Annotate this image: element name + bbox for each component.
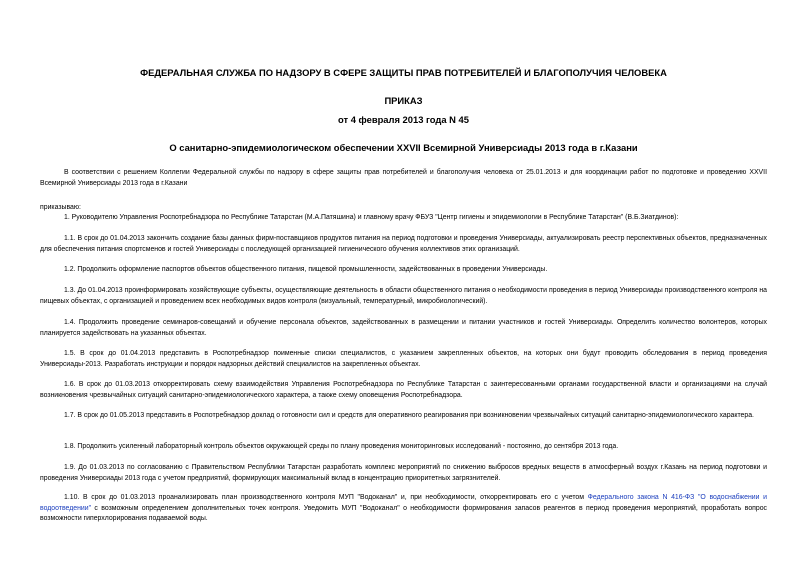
federal-law-416-link[interactable]: Федерального закона N 416-ФЗ "О водоснабжении и водоотведении" — [40, 494, 767, 512]
clause-1-2: 1.2. Продолжить оформление паспортов объектов общественного питания, пищевой промышленности, задействованных в проведении Универсиады. — [64, 266, 548, 273]
clause-1-3: 1.3. До 01.04.2013 проинформировать хозяйствующие субъекты, осуществляющие деятельность в области общественного питания о необходимости проведения в период Универсиады производственного контроля на пищевых объектах, с организацией и проведением всех необходимых видов контроля (визуальный, температурный, микробиологический). — [40, 287, 767, 305]
preamble-paragraph: В соответствии с решением Коллегии Федеральной службы по надзору в сфере защиты прав потребителей и благополучия человека от 25.01.2013 и для координации работ по подготовке и проведению XXVII Всемирной Универсиады 2013 года в г.Казани — [40, 169, 767, 187]
clause-1-4: 1.4. Продолжить проведение семинаров-совещаний и обучение персонала объектов, задействованных в размещении и питании участников и гостей Универсиады. Определить количество волонтеров, которых планируется задействовать на указанных объектах. — [40, 319, 767, 337]
clause-1-10 — [40, 493, 767, 525]
clause-1-10-text-end: с возможным определением дополнительных точек контроля. Уведомить МУП "Водоканал" о необходимости формирования запасов реагентов в период проведения мероприятий, проработать вопрос возможности гиперхлорирования подаваемой воды. — [40, 504, 767, 523]
document-type: ПРИКАЗ — [384, 95, 423, 106]
order-word: приказываю: — [40, 204, 81, 211]
document-subject: О санитарно-эпидемиологическом обеспечении XXVII Всемирной Универсиады 2013 года в г.Казани — [169, 142, 638, 153]
clause-1-8: 1.8. Продолжить усиленный лабораторный контроль объектов окружающей среды по плану проведения мониторинговых исследований - постоянно, до сентября 2013 года. — [64, 443, 619, 450]
clause-1-9: 1.9. До 01.03.2013 по согласованию с Правительством Республики Татарстан разработать комплекс мероприятий по снижению выбросов вредных веществ в атмосферный воздух г.Казань на период подготовки и проведения Универсиады 2013 года с учетом предприятий, формирующих максимальный вклад в концентрацию приоритетных загрязнителей. — [40, 464, 767, 482]
clause-1-10-text-start: 1.10. В срок до 01.03.2013 проанализировать план производственного контроля МУП "Водоканал" и, при необходимости, откорректировать его с учетом — [64, 494, 588, 501]
clause-1-7: 1.7. В срок до 01.05.2013 представить в Роспотребнадзор доклад о готовности сил и средств для оперативного реагирования при возникновении чрезвычайных ситуаций санитарно-эпидемиологического характера. — [64, 412, 754, 419]
clause-1-1: 1.1. В срок до 01.04.2013 закончить создание базы данных фирм-поставщиков продуктов питания на период подготовки и проведения Универсиады, актуализировать реестр перспективных объектов, предназначенных для обеспечения питания спортсменов и гостей Универсиады с последующей организацией гигиенического обучения коллективов этих организаций. — [40, 235, 767, 253]
document-date-number: от 4 февраля 2013 года N 45 — [338, 114, 469, 125]
agency-title: ФЕДЕРАЛЬНАЯ СЛУЖБА ПО НАДЗОРУ В СФЕРЕ ЗАЩИТЫ ПРАВ ПОТРЕБИТЕЛЕЙ И БЛАГОПОЛУЧИЯ ЧЕЛОВЕКА — [140, 67, 667, 78]
clause-1: 1. Руководителю Управления Роспотребнадзора по Республике Татарстан (М.А.Патяшина) и главному врачу ФБУЗ "Центр гигиены и эпидемиологии в Республике Татарстан" (В.Б.Зиатдинов): — [64, 214, 679, 221]
clause-1-5: 1.5. В срок до 01.04.2013 представить в Роспотребнадзор поименные списки специалистов, с указанием закрепленных объектов, на которых они будут проводить обследования в период проведения Универсиады-2013. Разработать инструкции и порядок надзорных действий специалистов на закрепленных объектах. — [40, 350, 767, 368]
clause-1-6: 1.6. В срок до 01.03.2013 откорректировать схему взаимодействия Управления Роспотребнадзора по Республике Татарстан с заинтересованными органами государственной власти и организациями на случай возникновения чрезвычайных ситуаций санитарно-эпидемиологического характера, а также схему оповещения Роспотребнадзора. — [40, 381, 767, 399]
